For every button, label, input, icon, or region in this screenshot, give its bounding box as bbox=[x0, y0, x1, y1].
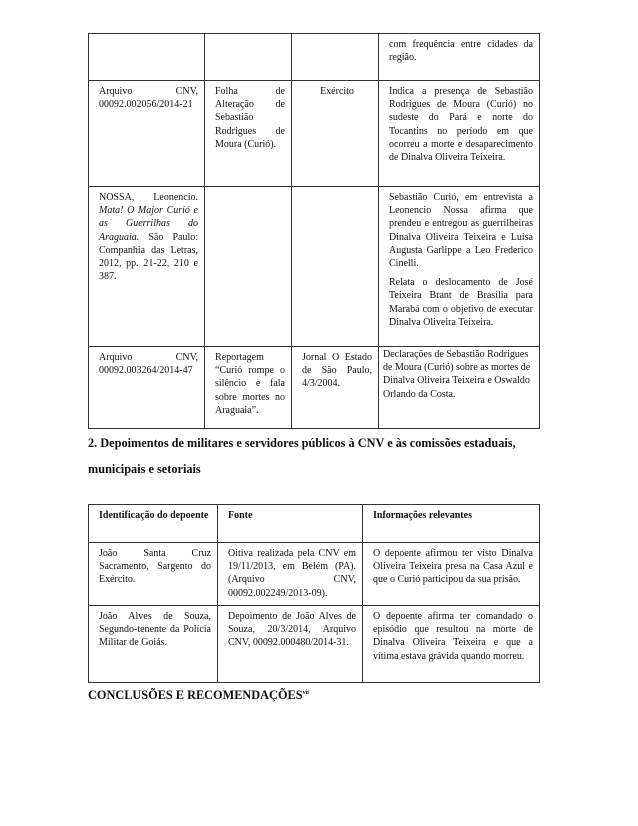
conclusions-title: CONCLUSÕES E RECOMENDAÇÕES bbox=[88, 688, 303, 702]
table-cell bbox=[292, 187, 379, 347]
column-header: Informações relevantes bbox=[363, 505, 540, 543]
table-row bbox=[89, 187, 540, 347]
table-header-row bbox=[89, 505, 540, 543]
cell-paragraph: Sebastião Curió, em entrevista a Leonencio Nossa afirma que prendeu e entregou as guerrilheiras Dinalva Oliveira Teixeira e Luisa Augusta Garlippe a Leo Frederico Cinelli. bbox=[389, 192, 533, 270]
section-title: 2. Depoimentos de militares e servidores públicos à CNV e às comissões estaduais, municipais e setoriais bbox=[88, 436, 516, 476]
table-row bbox=[89, 606, 540, 683]
table-cell bbox=[205, 34, 292, 81]
table-cell: Arquivo CNV, 00092.002056/2014-21 bbox=[89, 81, 205, 187]
table-cell: com frequência entre cidades da região. bbox=[379, 34, 540, 81]
table-cell bbox=[89, 187, 205, 347]
table-row bbox=[89, 34, 540, 81]
table-cell: Arquivo CNV, 00092.003264/2014-47 bbox=[89, 347, 205, 429]
conclusions-heading bbox=[88, 688, 309, 703]
cell-paragraph: Relata o deslocamento de José Teixeira Brant de Brasília para Marabá com o objetivo de executar Dinalva Oliveira Teixeira. bbox=[389, 277, 533, 328]
table-cell: Folha de Alteração de Sebastião Rodrigues de Moura (Curió). bbox=[205, 81, 292, 187]
table-cell: João Alves de Souza, Segundo-tenente da Polícia Militar de Goiás. bbox=[89, 606, 218, 683]
table-cell: Reportagem “Curió rompe o silêncio e fala sobre mortes no Araguaia”. bbox=[205, 347, 292, 429]
publication-info: São Paulo: Companhia das Letras, 2012, pp. 21-22, 210 e 387. bbox=[99, 231, 198, 283]
table-cell: O depoente afirma ter comandado o episódio que resultou na morte de Dinalva Oliveira Teixeira e que a vítima estava grávida quando morreu. bbox=[363, 606, 540, 683]
table-cell: Indica a presença de Sebastião Rodrigues de Moura (Curió) no sudeste do Pará e norte do Tocantins no período em que ocorreu a morte e desaparecimento de Dinalva Oliveira Teixeira. bbox=[379, 81, 540, 187]
table-cell: João Santa Cruz Sacramento, Sargento do Exército. bbox=[89, 543, 218, 606]
table-cell: Jornal O Estado de São Paulo, 4/3/2004. bbox=[292, 347, 379, 429]
documents-table bbox=[88, 33, 540, 429]
table-cell: O depoente afirmou ter visto Dinalva Oliveira Teixeira presa na Casa Azul e que o Curió participou da sua prisão. bbox=[363, 543, 540, 606]
author: NOSSA, Leonencio. bbox=[99, 192, 198, 203]
table-cell: Oitiva realizada pela CNV em 19/11/2013, em Belém (PA). (Arquivo CNV, 00092.002249/2013-09). bbox=[218, 543, 363, 606]
table-row bbox=[89, 81, 540, 187]
book-title: Mata! O Major Curió e as Guerrilhas do Araguaia. bbox=[99, 205, 198, 243]
table-row bbox=[89, 543, 540, 606]
table-cell: Declarações de Sebastião Rodrigues de Moura (Curió) sobre as mortes de Dinalva Oliveira Teixeira e Oswaldo Orlando da Costa. bbox=[379, 347, 540, 429]
column-header: Identificação do depoente bbox=[89, 505, 218, 543]
table-cell bbox=[379, 187, 540, 347]
column-header: Fonte bbox=[218, 505, 363, 543]
table-cell bbox=[292, 34, 379, 81]
table-row bbox=[89, 347, 540, 429]
table-cell bbox=[89, 34, 205, 81]
table-cell bbox=[205, 187, 292, 347]
endnote-marker: vii bbox=[302, 689, 309, 696]
table-cell: Depoimento de João Alves de Souza, 20/3/2014, Arquivo CNV, 00092.000480/2014-31. bbox=[218, 606, 363, 683]
testimonies-table bbox=[88, 504, 540, 683]
table-cell: Exército bbox=[292, 81, 379, 187]
